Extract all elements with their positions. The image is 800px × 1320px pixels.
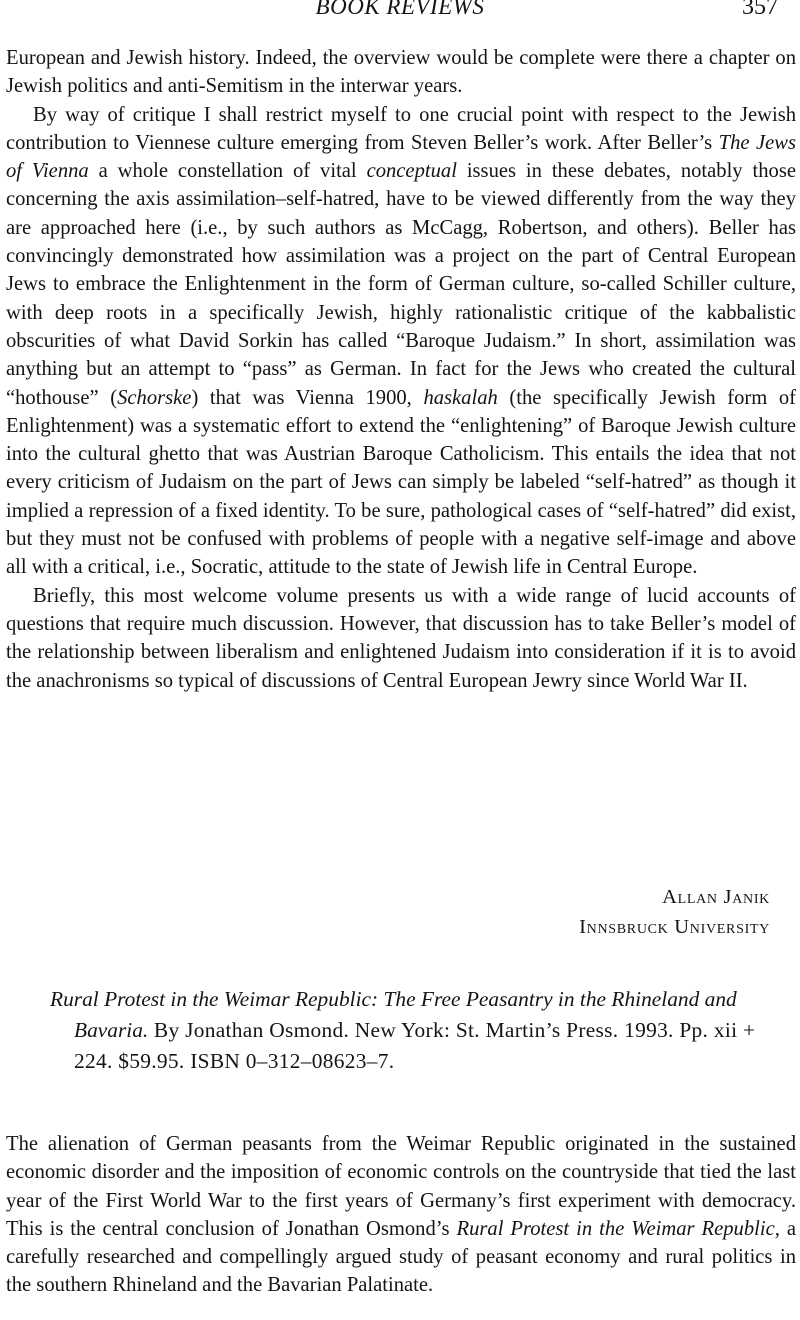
review-2-body [6,1130,796,1300]
reviewer-signature [579,882,770,942]
italic-book-title: The Jews of Vienna [6,131,796,183]
review-2-book-details: By Jonathan Osmond. New York: St. Martin’s Press. 1993. Pp. xii + 224. $59.95. ISBN 0–312–08623–7. [74,1018,756,1073]
running-head-title: BOOK REVIEWS [315,0,485,19]
review-1-paragraph-3: Briefly, this most welcome volume presents us with a wide range of lucid accounts of questions that require much discussion. However, that discussion has to take Beller’s model of the relationship between liberalism and enlightened Judaism into consideration if it is to avoid the anachronisms so typical of discussions of Central European Jewry since World War II. [6,584,796,692]
text-run: The alienation of German peasants from the Weimar Republic originated in the sustained economic disorder and the imposition of economic controls on the countryside that tied the last year of the First World War to the first years of Germany’s first experiment with democracy. This is the central conclusion of Jonathan Osmond’s [6,1133,796,1240]
text-run: a whole constellation of vital [88,160,367,183]
reviewer-name: Allan Janik [662,886,770,908]
italic-book-title: Rural Protest in the Weimar Republic, [456,1217,780,1240]
review-1-paragraph-1: European and Jewish history. Indeed, the overview would be complete were there a chapter on Jewish politics and anti-Semitism in the interwar years. [6,47,796,98]
text-run: a carefully researched and compellingly argued study of peasant economy and rural politics in the southern Rhineland and the Bavarian Palatinate. [6,1217,796,1297]
review-2-heading [50,984,782,1077]
italic-term: haskalah [423,386,498,409]
text-run: (the specifically Jewish form of Enlightenment) was a systematic effort to extend the “enlightening” of Baroque Jewish culture into the cultural ghetto that was Austrian Baroque Catholicism. This entails the idea that not every criticism of Judaism on the part of Jews can simply be labeled “self-hatred” as though it implied a repression of a fixed identity. To be sure, pathological cases of “self-hatred” did exist, but they must not be confused with problems of people with a negative self-image and above all with a critical, i.e., Socratic, attitude to the state of Jewish life in Central Europe. [6,386,797,579]
reviewer-affiliation: Innsbruck University [579,916,770,938]
review-1-paragraph-2 [6,101,796,582]
text-run: By way of critique I shall restrict myself to one crucial point with respect to the Jewish contribution to Viennese culture emerging from Steven Beller’s work. After Beller’s [6,103,796,154]
italic-term: conceptual [366,160,457,183]
running-head [0,0,800,24]
page-number: 357 [742,0,778,20]
italic-name: Schorske [117,386,192,409]
review-2-paragraph-1 [6,1130,796,1300]
text-run: ) that was Vienna 1900, [191,386,424,409]
review-1-body [6,44,796,695]
text-run: issues in these debates, notably those concerning the axis assimilation–self-hatred, have to be viewed differently from the way they are approached here (i.e., by such authors as McCagg, Robertson, and others). Beller has convincingly demonstrated how assimilation was a project on the part of Central European Jews to embrace the Enlightenment in the form of German culture, so-called Schiller culture, with deep roots in a specifically Jewish, highly rationalistic critique of the kabbalistic obscurities of what David Sorkin has called “Baroque Judaism.” In short, assimilation was anything but an attempt to “pass” as German. In fact for the Jews who created the cultural “hothouse” ( [6,160,796,409]
review-2-book-title: Rural Protest in the Weimar Republic: The Free Peasantry in the Rhineland and Bavaria. [50,987,737,1042]
